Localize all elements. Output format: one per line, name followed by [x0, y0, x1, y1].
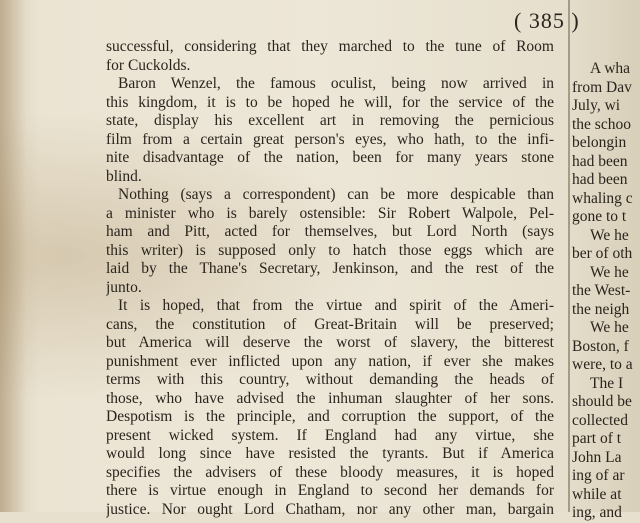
text-line: but America will deserve the worst of slavery, the bitterest [106, 334, 554, 351]
text-line: We he [590, 263, 629, 281]
text-line: from Dav [572, 78, 632, 96]
text-line: terms with this country, without demanding the heads of [106, 371, 554, 388]
text-line: successful, considering that they marched to the tune of Room [106, 38, 554, 55]
text-line: the schoo [572, 115, 631, 133]
text-line: Despotism is the principle, and corruption the support, of the [106, 408, 554, 425]
text-line: junto. [106, 278, 142, 296]
text-line: gone to t [572, 208, 627, 225]
text-line: belongin [572, 134, 627, 151]
text-line: ing of ar [572, 467, 625, 484]
text-line: July, wi [572, 97, 621, 114]
text-line: specifies the advisers of these bloody measures, it is hoped [106, 463, 554, 481]
text-line: We he [590, 226, 629, 244]
text-line: present wicked system. If England had any virtue, she [106, 426, 554, 444]
text-line: this kingdom, it is to be hoped he will, for the service of the [106, 93, 554, 111]
text-line: whaling c [572, 189, 633, 207]
text-line: would long since have resisted the tyrants. But if America [106, 445, 554, 462]
text-line: Nothing (says a correspondent) can be more despicable than [118, 186, 554, 203]
text-line: should be [572, 393, 632, 410]
text-line: John La [572, 448, 622, 466]
text-line: nite disadvantage of the nation, been for many years stone [106, 149, 554, 166]
text-line: had been [572, 171, 628, 188]
column-rule [568, 0, 570, 512]
text-line: We he [590, 319, 629, 336]
text-line: while at [572, 485, 622, 503]
text-line: for Cuckolds. [106, 56, 191, 74]
text-line: this writer) is supposed only to hatch those eggs which are [106, 241, 554, 259]
text-line: ber of oth [572, 245, 633, 262]
text-line: cans, the constitution of Great-Britain will be preserved; [106, 315, 554, 333]
text-line: laid by the Thane's Secretary, Jenkinson, and the rest of the [106, 260, 554, 277]
text-line: part of t [572, 430, 622, 447]
text-line: were, to a [572, 356, 633, 373]
text-line: It is hoped, that from the virtue and spirit of the Ameri- [118, 297, 554, 314]
text-line: punishment ever inflicted upon any nation, if ever she makes [106, 352, 554, 370]
text-line: A wha [590, 60, 631, 77]
text-line: there is virtue enough in England to second her demands for [106, 482, 554, 499]
text-line: state, display his excellent art in removing the pernicious [106, 112, 554, 129]
text-line: The I [590, 374, 624, 392]
text-line: ham and Pitt, acted for themselves, but Lord North (says [106, 223, 554, 240]
text-line: the West- [572, 282, 631, 299]
text-line: blind. [106, 167, 142, 185]
text-line: those, who have advised the inhuman slaughter of her sons. [106, 389, 554, 407]
text-line: the neigh [572, 300, 630, 318]
text-line: collected [572, 411, 628, 429]
adjacent-column [572, 60, 640, 523]
main-column [106, 38, 554, 519]
page-edge-shadow [0, 0, 26, 512]
text-line: a minister who is barely ostensible: Sir Robert Walpole, Pel- [106, 204, 554, 222]
text-line: film from a certain great person's eyes, who hath, to the infi- [106, 130, 554, 148]
page-number: ( 385 ) [514, 8, 580, 33]
text-line: had been [572, 152, 628, 170]
text-line: justice. Nor ought Lord Chatham, nor any other man, bargain [106, 500, 554, 518]
text-line: Boston, f [572, 337, 629, 355]
text-line: Baron Wenzel, the famous oculist, being now arrived in [118, 75, 554, 92]
text-line: ing, and [572, 504, 622, 521]
